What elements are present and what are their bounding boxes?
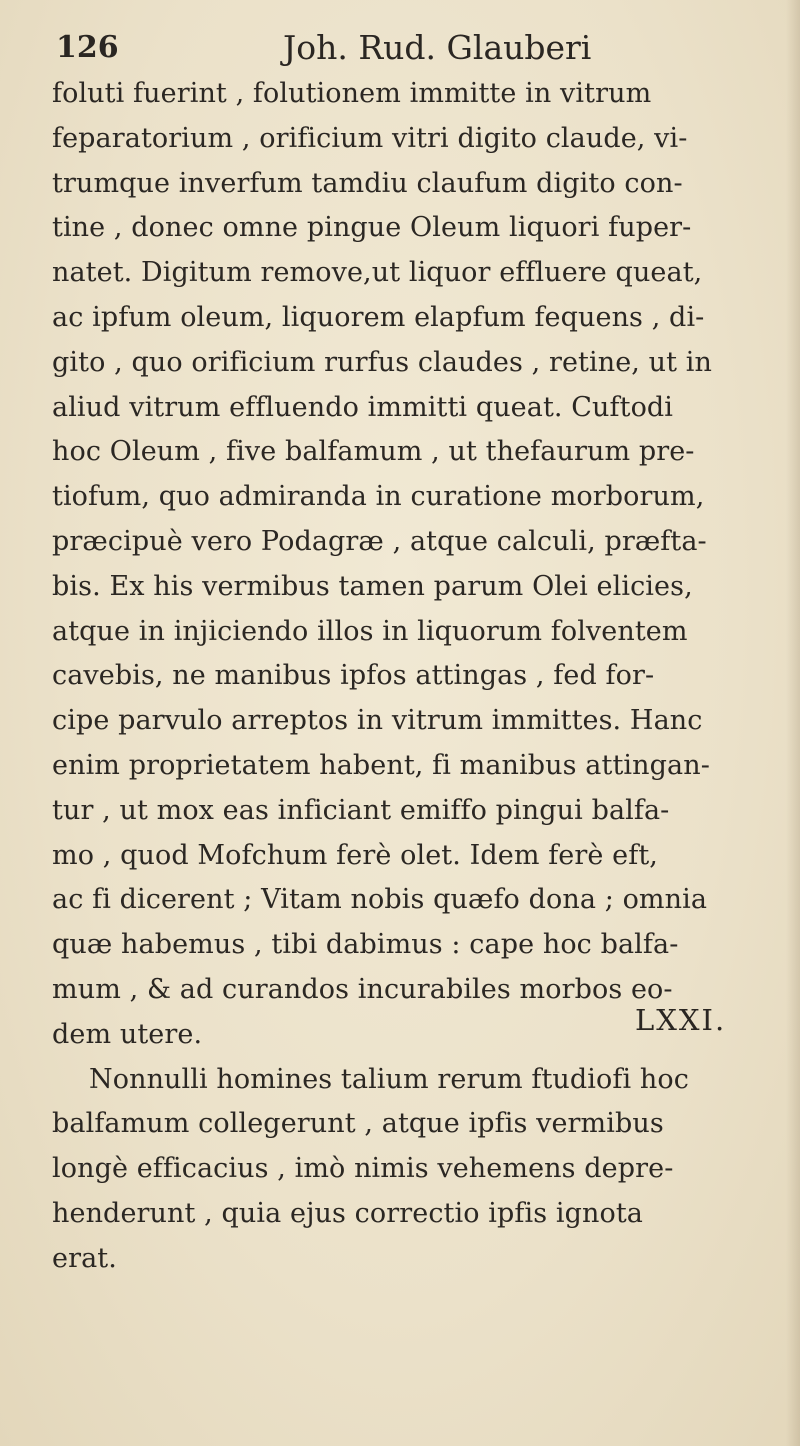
text-line: foluti fuerint , folutionem immitte in vitrum [52,78,652,109]
text-line: enim proprietatem habent, fi manibus attingan- [52,749,710,781]
catchword: LXXI. [635,1003,727,1037]
page-number: 126 [56,30,119,65]
text-line: ac ipfum oleum, liquorem elapfum fequens , di- [52,301,705,333]
text-line: dem utere. [52,1018,203,1050]
paragraph-start-line: Nonnulli homines talium rerum ftudiofi hoc [89,1063,689,1095]
text-line: hoc Oleum , five balfamum , ut thefaurum pre- [52,436,695,468]
text-line: balfamum collegerunt , atque ipfis vermibus [52,1108,664,1140]
text-line: trumque inverfum tamdiu claufum digito con- [52,167,683,199]
text-line: erat. [52,1242,117,1274]
text-line: cipe parvulo arreptos in vitrum immittes. Hanc [52,705,703,737]
text-line: natet. Digitum remove,ut liquor effluere queat, [52,257,703,289]
text-line: tur , ut mox eas inficiant emiffo pingui balfa- [52,794,670,826]
text-line: henderunt , quia ejus correctio ipfis ignota [52,1197,643,1229]
text-line: mo , quod Mofchum ferè olet. Idem ferè eft, [52,839,658,871]
body-text [52,72,792,1282]
text-line: præcipuè vero Podagræ , atque calculi, præfta- [52,525,707,557]
text-line: ac fi dicerent ; Vitam nobis quæfo dona ; omnia [52,884,708,916]
text-line: feparatorium , orificium vitri digito claude, vi- [52,122,688,154]
running-title: Joh. Rud. Glauberi [283,28,592,67]
text-line: atque in injiciendo illos in liquorum folventem [52,615,688,647]
text-line: mum , & ad curandos incurabiles morbos eo- [52,973,673,1005]
text-line: bis. Ex his vermibus tamen parum Olei elicies, [52,570,693,602]
text-line: quæ habemus , tibi dabimus : cape hoc balfa- [52,929,679,961]
text-line: gito , quo orificium rurfus claudes , retine, ut in [52,346,713,378]
text-line: tiofum, quo admiranda in curatione morborum, [52,481,705,513]
text-line: longè efficacius , imò nimis vehemens depre- [52,1153,674,1185]
text-line: aliud vitrum effluendo immitti queat. Cuftodi [52,391,674,423]
running-head [52,22,752,72]
text-line: tine , donec omne pingue Oleum liquori fuper- [52,212,692,244]
text-line: cavebis, ne manibus ipfos attingas , fed for- [52,660,655,692]
